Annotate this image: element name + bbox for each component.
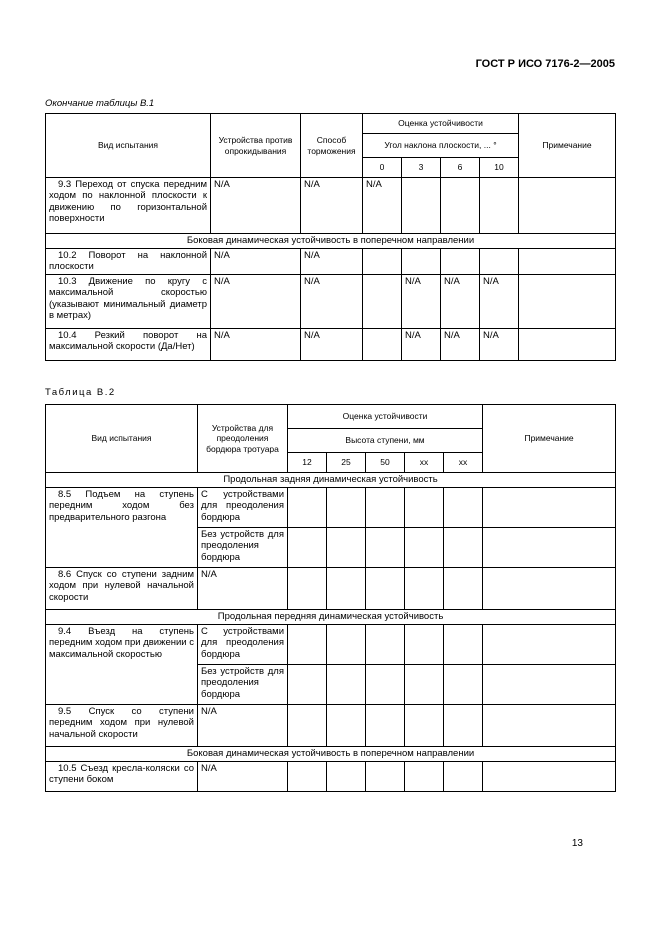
- section-title: Продольная задняя динамическая устойчивость: [46, 473, 616, 488]
- test-name-cell: 10.2 Поворот на наклонной плоскости: [46, 249, 211, 275]
- step-50-cell: [366, 488, 405, 528]
- step-xx1-cell: [405, 762, 444, 792]
- angle-3-cell: N/A: [402, 275, 441, 329]
- column-header-step-height: Высота ступени, мм: [288, 429, 483, 453]
- test-name-cell: 10.4 Резкий поворот на максимальной скорости (Да/Нет): [46, 329, 211, 361]
- step-25-cell: [327, 625, 366, 665]
- column-header-stability: Оценка устойчивости: [288, 405, 483, 429]
- step-xx2-cell: [444, 488, 483, 528]
- column-header-test: Вид испытания: [46, 114, 211, 178]
- table-row: [46, 625, 616, 665]
- angle-10-cell: [480, 178, 519, 234]
- table-row: [46, 568, 616, 610]
- section-title: Боковая динамическая устойчивость в поперечном направлении: [46, 747, 616, 762]
- note-cell: [483, 705, 616, 747]
- section-title: Продольная передняя динамическая устойчивость: [46, 610, 616, 625]
- angle-10-cell: N/A: [480, 275, 519, 329]
- angle-0-cell: [363, 249, 402, 275]
- step-50-cell: [366, 625, 405, 665]
- note-cell: [519, 178, 616, 234]
- section-title: Боковая динамическая устойчивость в поперечном направлении: [46, 234, 616, 249]
- table-row: [46, 329, 616, 361]
- braking-cell: N/A: [301, 249, 363, 275]
- device-cell: N/A: [198, 705, 288, 747]
- angle-header-10: 10: [480, 158, 519, 178]
- test-name-cell: 8.5 Подъем на ступень передним ходом без предварительного разгона: [46, 488, 198, 568]
- angle-6-cell: [441, 249, 480, 275]
- step-50-cell: [366, 528, 405, 568]
- step-25-cell: [327, 528, 366, 568]
- note-cell: [519, 249, 616, 275]
- step-xx1-cell: [405, 568, 444, 610]
- angle-6-cell: [441, 178, 480, 234]
- step-header-50: 50: [366, 453, 405, 473]
- step-25-cell: [327, 488, 366, 528]
- note-cell: [483, 568, 616, 610]
- column-header-note: Примечание: [483, 405, 616, 473]
- device-cell: С устройствами для преодоления бордюра: [198, 625, 288, 665]
- step-12-cell: [288, 488, 327, 528]
- step-25-cell: [327, 762, 366, 792]
- column-header-angle: Угол наклона плоскости, ... °: [363, 134, 519, 158]
- step-header-12: 12: [288, 453, 327, 473]
- device-cell: С устройствами для преодоления бордюра: [198, 488, 288, 528]
- test-name-cell: 10.5 Съезд кресла-коляски со ступени боком: [46, 762, 198, 792]
- page-number: 13: [571, 838, 583, 849]
- column-header-braking: Способ торможения: [301, 114, 363, 178]
- table-row: [46, 705, 616, 747]
- note-cell: [519, 275, 616, 329]
- antitip-cell: N/A: [211, 178, 301, 234]
- step-25-cell: [327, 568, 366, 610]
- angle-3-cell: N/A: [402, 329, 441, 361]
- angle-0-cell: N/A: [363, 178, 402, 234]
- angle-header-3: 3: [402, 158, 441, 178]
- column-header-test: Вид испытания: [46, 405, 198, 473]
- note-cell: [483, 625, 616, 665]
- braking-cell: N/A: [301, 178, 363, 234]
- table-row: [46, 488, 616, 528]
- table-b2-caption: Таблица В.2: [45, 387, 116, 398]
- step-xx1-cell: [405, 528, 444, 568]
- antitip-cell: N/A: [211, 275, 301, 329]
- section-row: [46, 234, 616, 249]
- step-25-cell: [327, 705, 366, 747]
- antitip-cell: N/A: [211, 249, 301, 275]
- angle-0-cell: [363, 329, 402, 361]
- table-row: [46, 762, 616, 792]
- test-name-cell: 9.3 Переход от спуска передним ходом по наклонной плоскости к движению по горизонтальной поверхности: [46, 178, 211, 234]
- note-cell: [483, 488, 616, 528]
- angle-10-cell: [480, 249, 519, 275]
- note-cell: [483, 665, 616, 705]
- note-cell: [519, 329, 616, 361]
- device-cell: Без устройств для преодоления бордюра: [198, 665, 288, 705]
- table-b1-caption: Окончание таблицы В.1: [45, 98, 155, 109]
- braking-cell: N/A: [301, 329, 363, 361]
- page-content: [45, 58, 615, 849]
- table-row: [46, 249, 616, 275]
- angle-6-cell: N/A: [441, 275, 480, 329]
- step-50-cell: [366, 568, 405, 610]
- angle-header-6: 6: [441, 158, 480, 178]
- angle-0-cell: [363, 275, 402, 329]
- step-12-cell: [288, 625, 327, 665]
- braking-cell: N/A: [301, 275, 363, 329]
- column-header-note: Примечание: [519, 114, 616, 178]
- document-header: ГОСТ Р ИСО 7176-2—2005: [475, 58, 615, 70]
- note-cell: [483, 762, 616, 792]
- step-25-cell: [327, 665, 366, 705]
- table-b2: [45, 404, 616, 792]
- angle-3-cell: [402, 178, 441, 234]
- step-header-xx2: xx: [444, 453, 483, 473]
- step-12-cell: [288, 528, 327, 568]
- section-row: [46, 610, 616, 625]
- test-name-cell: 10.3 Движение по кругу с максимальной скоростью (указывают минимальный диаметр в метрах): [46, 275, 211, 329]
- angle-header-0: 0: [363, 158, 402, 178]
- angle-10-cell: N/A: [480, 329, 519, 361]
- table-row: [46, 178, 616, 234]
- angle-6-cell: N/A: [441, 329, 480, 361]
- step-xx1-cell: [405, 625, 444, 665]
- step-50-cell: [366, 665, 405, 705]
- column-header-curb-device: Устройства для преодоления бордюра тротуара: [198, 405, 288, 473]
- step-xx2-cell: [444, 528, 483, 568]
- test-name-cell: 8.6 Спуск со ступени задним ходом при нулевой начальной скорости: [46, 568, 198, 610]
- step-xx1-cell: [405, 488, 444, 528]
- angle-3-cell: [402, 249, 441, 275]
- step-xx2-cell: [444, 705, 483, 747]
- device-cell: N/A: [198, 762, 288, 792]
- section-row: [46, 473, 616, 488]
- note-cell: [483, 528, 616, 568]
- test-name-cell: 9.5 Спуск со ступени передним ходом при нулевой начальной скорости: [46, 705, 198, 747]
- step-xx1-cell: [405, 665, 444, 705]
- step-12-cell: [288, 705, 327, 747]
- step-header-25: 25: [327, 453, 366, 473]
- table-row: [46, 275, 616, 329]
- device-cell: Без устройств для преодоления бордюра: [198, 528, 288, 568]
- antitip-cell: N/A: [211, 329, 301, 361]
- column-header-stability: Оценка устойчивости: [363, 114, 519, 134]
- section-row: [46, 747, 616, 762]
- step-xx1-cell: [405, 705, 444, 747]
- column-header-antitip: Устройства против опрокидывания: [211, 114, 301, 178]
- step-xx2-cell: [444, 625, 483, 665]
- step-50-cell: [366, 762, 405, 792]
- step-xx2-cell: [444, 568, 483, 610]
- test-name-cell: 9.4 Въезд на ступень передним ходом при движении с максимальной скоростью: [46, 625, 198, 705]
- table-b1: [45, 113, 616, 361]
- step-12-cell: [288, 568, 327, 610]
- step-50-cell: [366, 705, 405, 747]
- step-12-cell: [288, 762, 327, 792]
- device-cell: N/A: [198, 568, 288, 610]
- step-xx2-cell: [444, 762, 483, 792]
- step-xx2-cell: [444, 665, 483, 705]
- step-header-xx1: xx: [405, 453, 444, 473]
- step-12-cell: [288, 665, 327, 705]
